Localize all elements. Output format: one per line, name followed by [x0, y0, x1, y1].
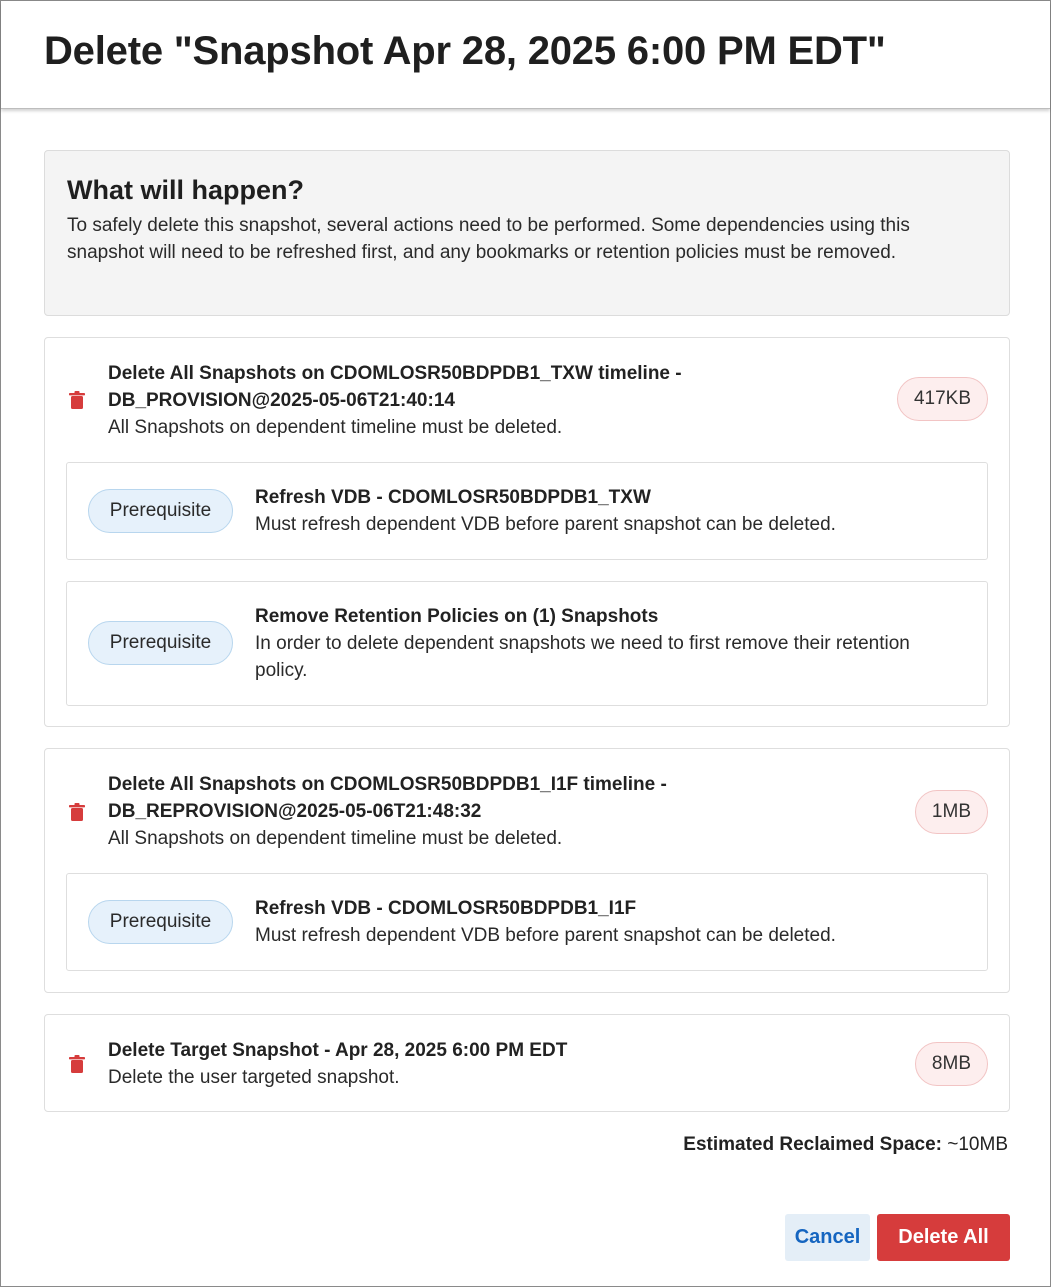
step-description: All Snapshots on dependent timeline must be deleted.	[108, 828, 563, 849]
prerequisite-badge: Prerequisite	[88, 900, 233, 944]
step-title: Delete All Snapshots on CDOMLOSR50BDPDB1_I1F timeline - DB_REPROVISION@2025-05-06T21:48:32	[108, 774, 667, 822]
prerequisite-title: Refresh VDB - CDOMLOSR50BDPDB1_TXW	[255, 487, 651, 508]
size-badge: 8MB	[915, 1042, 988, 1086]
prerequisite-badge: Prerequisite	[88, 621, 233, 665]
size-badge: 417KB	[897, 377, 988, 421]
trash-icon	[68, 802, 86, 822]
step-card	[44, 1014, 1010, 1112]
prerequisite-title: Remove Retention Policies on (1) Snapshots	[255, 606, 659, 627]
dialog-title: Delete "Snapshot Apr 28, 2025 6:00 PM EDT"	[44, 29, 886, 73]
step-title: Delete All Snapshots on CDOMLOSR50BDPDB1_TXW timeline - DB_PROVISION@2025-05-06T21:40:14	[108, 363, 682, 411]
prerequisite-title: Refresh VDB - CDOMLOSR50BDPDB1_I1F	[255, 898, 637, 919]
step-title: Delete Target Snapshot - Apr 28, 2025 6:00 PM EDT	[108, 1040, 568, 1061]
prerequisite-description: Must refresh dependent VDB before parent snapshot can be deleted.	[255, 514, 836, 535]
prerequisite-badge: Prerequisite	[88, 489, 233, 533]
estimated-reclaimed-space	[683, 1134, 1008, 1156]
info-text: To safely delete this snapshot, several actions need to be performed. Some dependencies using this snapshot will need to be refreshed first, and any bookmarks or retention policies must be removed.	[67, 215, 910, 263]
size-badge: 1MB	[915, 790, 988, 834]
cancel-button[interactable]: Cancel	[785, 1214, 870, 1261]
prerequisite-card	[66, 581, 988, 706]
dialog-header	[1, 1, 1050, 109]
trash-icon	[68, 1054, 86, 1074]
prerequisite-card	[66, 462, 988, 560]
trash-icon	[68, 390, 86, 410]
prerequisite-card	[66, 873, 988, 971]
step-card	[44, 748, 1010, 993]
step-card	[44, 337, 1010, 727]
delete-all-button[interactable]: Delete All	[877, 1214, 1010, 1261]
prerequisite-description: Must refresh dependent VDB before parent snapshot can be deleted.	[255, 925, 836, 946]
reclaimed-space-value: ~10MB	[947, 1134, 1008, 1155]
reclaimed-space-label: Estimated Reclaimed Space:	[683, 1134, 942, 1155]
step-description: Delete the user targeted snapshot.	[108, 1067, 400, 1088]
what-will-happen-box	[44, 150, 1010, 316]
prerequisite-description: In order to delete dependent snapshots we need to first remove their retention policy.	[255, 633, 910, 681]
step-description: All Snapshots on dependent timeline must be deleted.	[108, 417, 563, 438]
info-title: What will happen?	[67, 175, 304, 205]
